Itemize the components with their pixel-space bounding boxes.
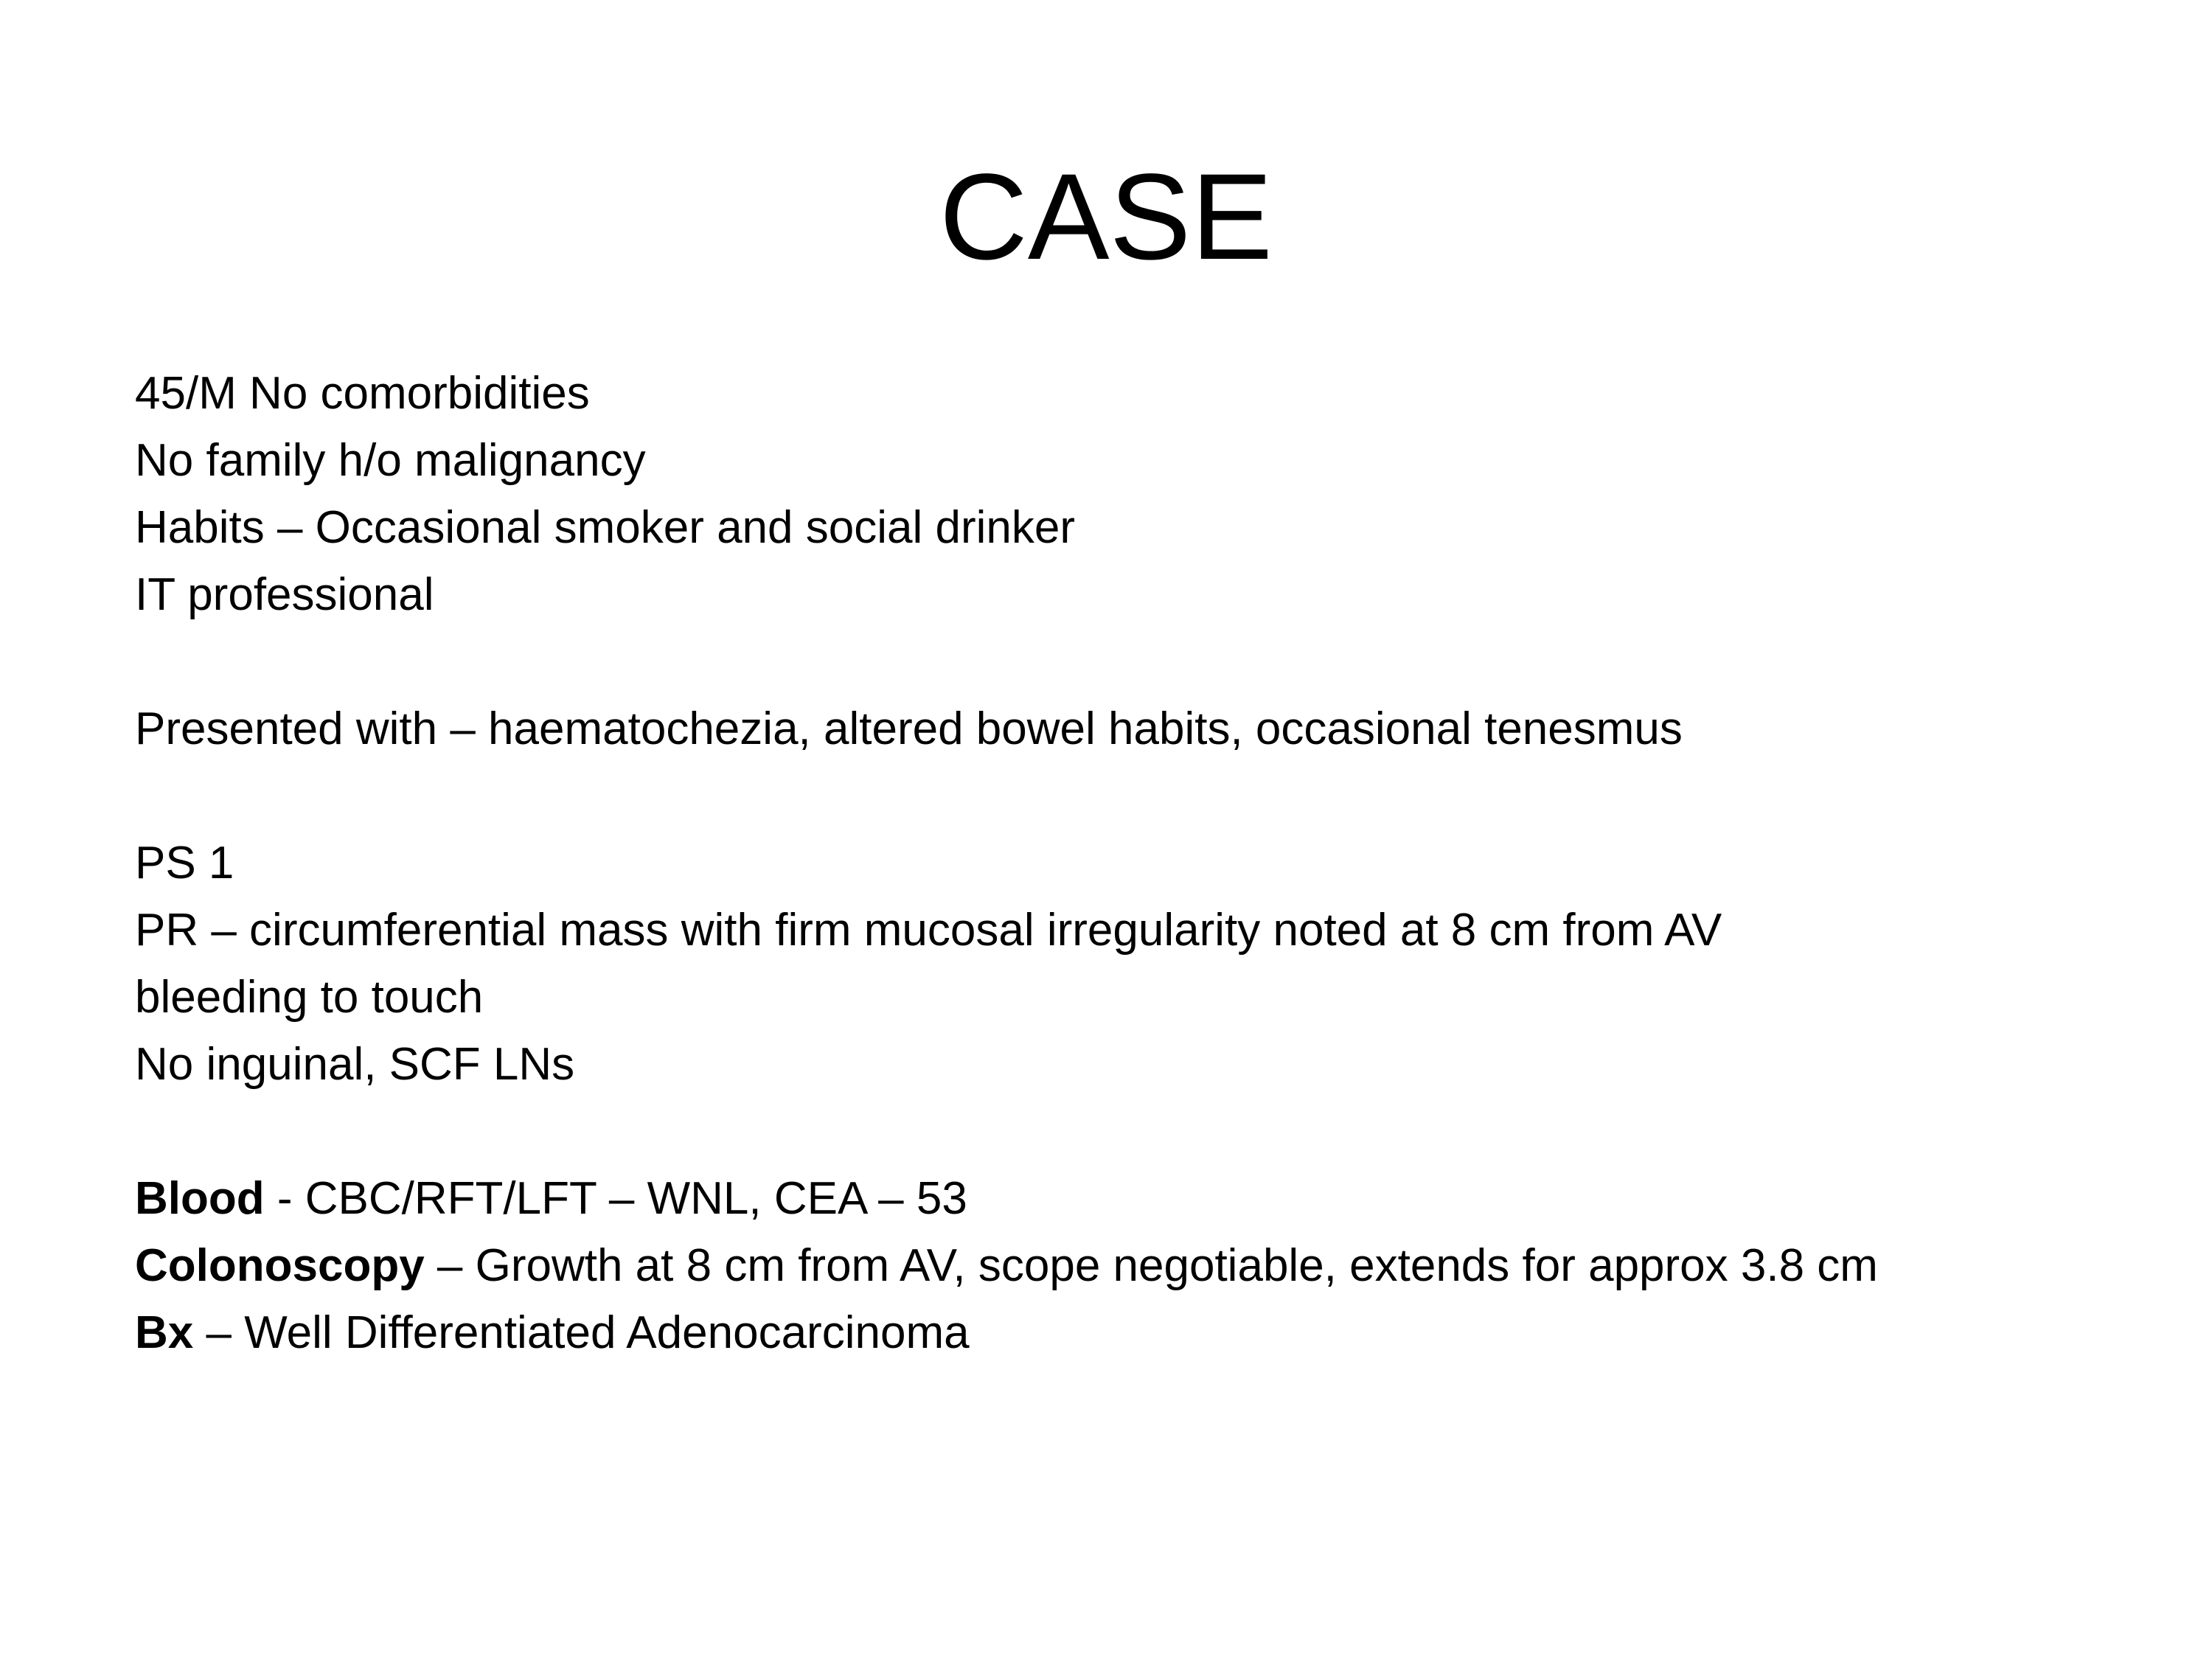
exam-line: bleeding to touch (135, 972, 484, 1023)
patient-line: IT professional (135, 569, 434, 620)
spacer (135, 762, 2170, 830)
investigation-label: Colonoscopy (135, 1240, 425, 1291)
exam-line: No inguinal, SCF LNs (135, 1039, 575, 1090)
slide-title: CASE (939, 149, 1273, 285)
investigation-line (135, 1232, 2170, 1299)
investigation-label: Bx (135, 1307, 194, 1358)
exam-line: PR – circumferential mass with firm mucosal irregularity noted at 8 cm from AV (135, 905, 1722, 956)
patient-line: Habits – Occasional smoker and social drinker (135, 502, 1075, 553)
investigation-text: – Growth at 8 cm from AV, scope negotiable, extends for approx 3.8 cm (424, 1240, 1878, 1291)
investigation-line (135, 1165, 2170, 1232)
investigation-text: - CBC/RFT/LFT – WNL, CEA – 53 (264, 1173, 967, 1224)
presentation-line: Presented with – haematochezia, altered bowel habits, occasional tenesmus (135, 703, 1683, 754)
investigation-text: – Well Differentiated Adenocarcinoma (193, 1307, 970, 1358)
slide-body (135, 360, 2170, 1366)
patient-line: 45/M No comorbidities (135, 368, 590, 419)
patient-line: No family h/o malignancy (135, 435, 646, 486)
spacer (135, 1098, 2170, 1165)
investigation-label: Blood (135, 1173, 265, 1224)
investigation-line (135, 1299, 2170, 1366)
exam-line: PS 1 (135, 838, 234, 888)
spacer (135, 628, 2170, 695)
